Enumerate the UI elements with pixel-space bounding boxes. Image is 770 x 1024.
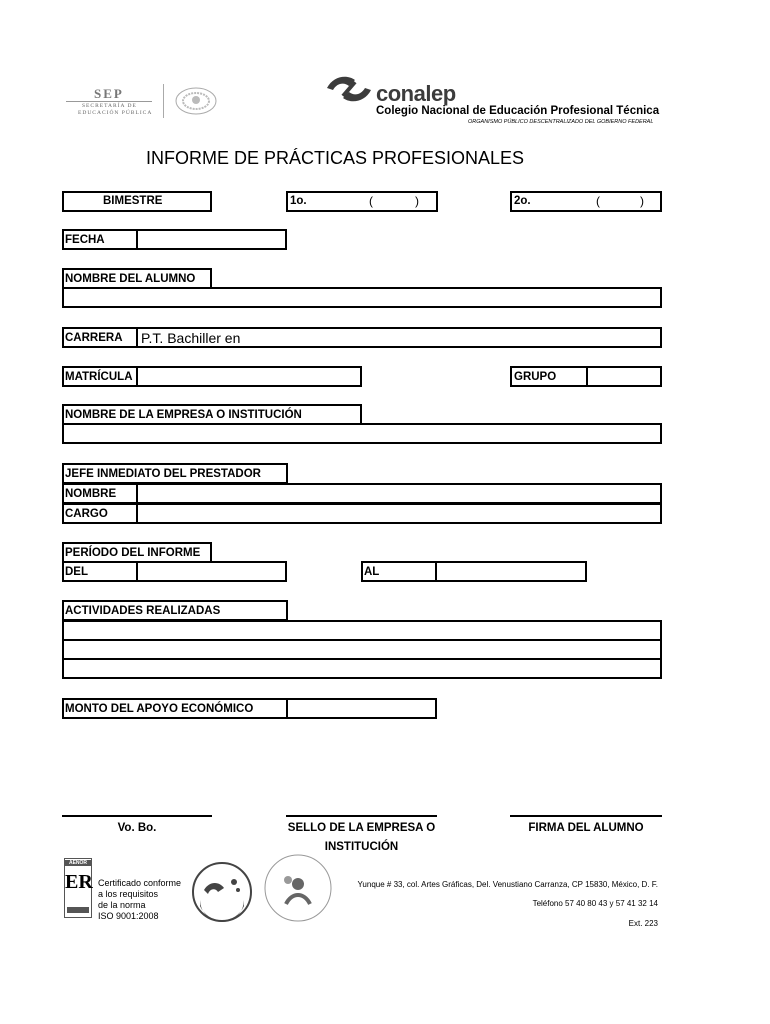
cert-line-4: ISO 9001:2008 — [98, 911, 159, 921]
sep-logo-sub2: EDUCACIÓN PÚBLICA — [78, 110, 153, 116]
vertical-divider — [163, 84, 164, 118]
institution-subtitle: ORGANISMO PÚBLICO DESCENTRALIZADO DEL GOBIERNO FEDERAL — [468, 119, 654, 125]
jefe-cargo-label: CARGO — [65, 508, 108, 520]
matricula-label: MATRÍCULA — [65, 371, 133, 383]
al-label: AL — [364, 566, 380, 578]
competitiveness-seal-icon — [190, 860, 254, 924]
grupo-field[interactable] — [586, 366, 662, 387]
igualdad-laboral-seal-icon — [262, 852, 334, 924]
fecha-field[interactable] — [136, 229, 287, 250]
cert-line-1: Certificado conforme — [98, 878, 182, 888]
second-paren-close: ) — [640, 194, 644, 208]
empresa-field[interactable] — [62, 423, 662, 444]
form-title: INFORME DE PRÁCTICAS PROFESIONALES — [145, 148, 525, 168]
monto-field[interactable] — [286, 698, 437, 719]
jefe-label: JEFE INMEDIATO DEL PRESTADOR — [65, 468, 261, 480]
aenor-badge-top: AENOR — [65, 860, 91, 866]
del-label: DEL — [65, 566, 88, 578]
institution-name: Colegio Nacional de Educación Profesional Técnica — [376, 105, 660, 117]
periodo-label: PERÍODO DEL INFORME — [65, 547, 201, 559]
conalep-logo-icon — [325, 72, 373, 106]
sello-label-line1: SELLO DE LA EMPRESA O — [287, 822, 436, 834]
sello-signature-line — [286, 815, 437, 817]
actividades-line-2[interactable] — [62, 639, 662, 660]
actividades-line-1[interactable] — [62, 620, 662, 641]
first-bimester-label: 1o. — [290, 195, 307, 207]
bimestre-label: BIMESTRE — [103, 195, 163, 207]
carrera-label: CARRERA — [65, 332, 123, 344]
nombre-alumno-label: NOMBRE DEL ALUMNO — [65, 273, 196, 285]
brand-name: conalep — [376, 81, 456, 106]
sep-logo-title: SEP — [94, 86, 124, 101]
vobo-label: Vo. Bo. — [117, 822, 157, 834]
footer-address: Yunque # 33, col. Artes Gráficas, Del. Venustiano Carranza, CP 15830, México, D. F. — [357, 880, 658, 889]
aenor-badge-mid: ER — [65, 871, 93, 893]
matricula-field[interactable] — [136, 366, 362, 387]
cert-line-3: de la norma — [98, 900, 146, 910]
national-emblem-icon — [173, 86, 219, 116]
empresa-label: NOMBRE DE LA EMPRESA O INSTITUCIÓN — [65, 409, 302, 421]
actividades-line-3[interactable] — [62, 658, 662, 679]
jefe-cargo-field[interactable] — [136, 503, 662, 524]
monto-label: MONTO DEL APOYO ECONÓMICO — [65, 703, 254, 715]
sep-logo-rule — [66, 101, 152, 102]
firma-signature-line — [510, 815, 662, 817]
del-date-field[interactable] — [136, 561, 287, 582]
first-paren-close: ) — [415, 194, 419, 208]
sep-logo — [66, 86, 156, 118]
al-date-field[interactable] — [435, 561, 587, 582]
sep-logo-sub1: SECRETARÍA DE — [82, 103, 137, 109]
aenor-badge — [64, 858, 92, 918]
nombre-alumno-field[interactable] — [62, 287, 662, 308]
second-bimester-label: 2o. — [514, 195, 531, 207]
sello-label-line2: INSTITUCIÓN — [324, 841, 399, 853]
second-paren-open: ( — [596, 194, 600, 208]
first-paren-open: ( — [369, 194, 373, 208]
footer-phone: Teléfono 57 40 80 43 y 57 41 32 14 — [532, 899, 658, 908]
jefe-nombre-label: NOMBRE — [65, 488, 117, 500]
cert-line-2: a los requisitos — [98, 889, 159, 899]
actividades-label: ACTIVIDADES REALIZADAS — [65, 605, 221, 617]
firma-label: FIRMA DEL ALUMNO — [528, 822, 644, 834]
vobo-signature-line — [62, 815, 212, 817]
grupo-label: GRUPO — [514, 371, 557, 383]
footer-ext: Ext. 223 — [628, 919, 658, 928]
fecha-label: FECHA — [65, 234, 105, 246]
jefe-nombre-field[interactable] — [136, 483, 662, 504]
carrera-value: P.T. Bachiller en — [141, 330, 241, 346]
aenor-badge-bar — [67, 907, 89, 913]
